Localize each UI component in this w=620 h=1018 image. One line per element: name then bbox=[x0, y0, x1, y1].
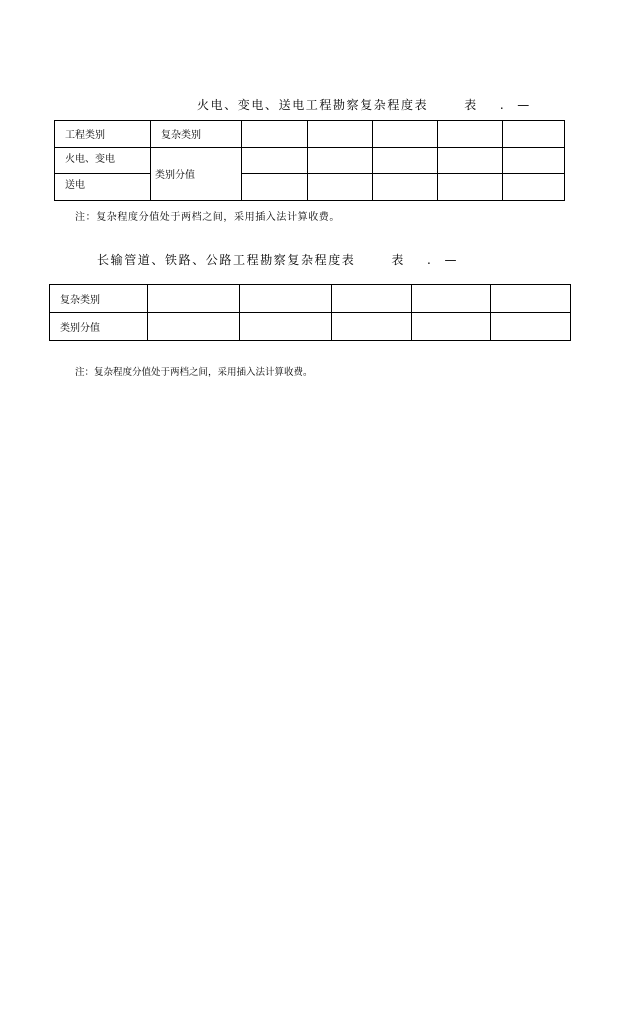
table1-suffix-dot: . bbox=[499, 98, 506, 112]
table1-cell bbox=[503, 121, 565, 148]
table1-cell bbox=[308, 121, 373, 148]
table2-suffix-dash: — bbox=[444, 253, 459, 267]
table2-cell bbox=[148, 285, 240, 313]
table2-row-1 bbox=[50, 285, 571, 313]
table1-cell bbox=[503, 147, 565, 174]
table1-cell bbox=[438, 121, 503, 148]
table2-cell bbox=[240, 285, 332, 313]
table1-suffix-dash: — bbox=[517, 98, 531, 112]
table1-header-left: 工程类别 bbox=[55, 121, 151, 148]
table2-row-2 bbox=[50, 313, 571, 341]
table2-title: 长输管道、铁路、公路工程勘察复杂程度表 bbox=[97, 253, 356, 267]
table2-suffix-dot: . bbox=[427, 253, 433, 267]
table1-row-2 bbox=[55, 174, 565, 201]
table2-title-line bbox=[97, 253, 458, 267]
table1-cell bbox=[373, 147, 438, 174]
table1-suffix-label: 表 bbox=[464, 98, 478, 112]
table2-cell bbox=[491, 313, 571, 341]
table1-cell bbox=[242, 147, 308, 174]
table1-row-label-2: 送电 bbox=[55, 174, 151, 201]
table1-cell bbox=[438, 174, 503, 201]
table1-row-label-1: 火电、变电 bbox=[55, 147, 151, 174]
table1-title: 火电、变电、送电工程勘察复杂程度表 bbox=[197, 98, 429, 112]
table1-value-label: 类别分值 bbox=[151, 147, 242, 200]
table2-suffix-label: 表 bbox=[391, 253, 406, 267]
table1-cell bbox=[242, 121, 308, 148]
table1-title-line bbox=[197, 98, 531, 112]
table2-note: 注：复杂程度分值处于两档之间，采用插入法计算收费。 bbox=[75, 367, 313, 378]
table1-cell bbox=[242, 174, 308, 201]
table2-cell bbox=[412, 285, 491, 313]
table2-cell bbox=[332, 285, 412, 313]
table1-cell bbox=[373, 121, 438, 148]
table1-cell bbox=[438, 147, 503, 174]
table2 bbox=[49, 284, 571, 341]
table2-cell bbox=[240, 313, 332, 341]
table1-cell bbox=[503, 174, 565, 201]
table2-cell bbox=[148, 313, 240, 341]
table1-note: 注：复杂程度分值处于两档之间，采用插入法计算收费。 bbox=[75, 212, 340, 223]
table2-row-label-2: 类别分值 bbox=[50, 313, 148, 341]
table2-cell bbox=[491, 285, 571, 313]
table2-row-label-1: 复杂类别 bbox=[50, 285, 148, 313]
table1-cell bbox=[308, 147, 373, 174]
table2-cell bbox=[332, 313, 412, 341]
table1-cell bbox=[308, 174, 373, 201]
table1-row-header bbox=[55, 121, 565, 148]
table1 bbox=[54, 120, 565, 201]
table1-cell bbox=[373, 174, 438, 201]
table1-header-right: 复杂类别 bbox=[151, 121, 242, 148]
table1-row-1 bbox=[55, 147, 565, 174]
table2-cell bbox=[412, 313, 491, 341]
